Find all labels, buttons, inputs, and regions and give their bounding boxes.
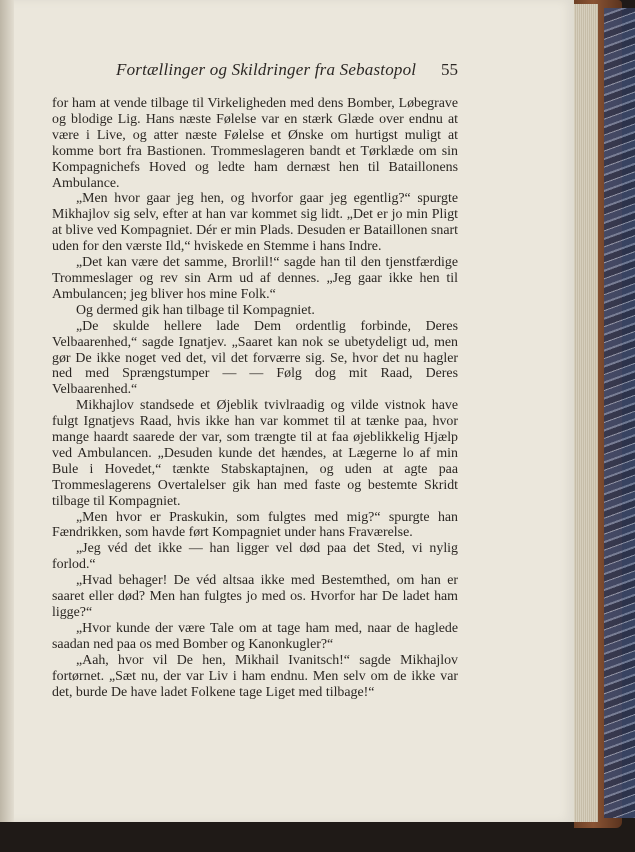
paragraph: „Aah, hvor vil De hen, Mikhail Ivanitsch!“ sagde Mikhajlov fortørnet. „Sæt nu, der var Liv i ham endnu. Men selv om de ikke var det, burde De have ladet Folkene tage Liget med tilbage!“ xyxy=(52,652,458,700)
paragraph: „De skulde hellere lade Dem ordentlig forbinde, Deres Velbaarenhed,“ sagde Ignatjev. „Saaret kan nok se ubetydeligt ud, men gør De ikke noget ved det, vil det forværre sig. Se, hvor det nu hagler ned med Sprængstumper — — Følg dog mit Raad, Deres Velbaarenhed.“ xyxy=(52,318,458,398)
page-stack-edge xyxy=(570,4,598,822)
page-number: 55 xyxy=(441,60,458,79)
paragraph: Og dermed gik han tilbage til Kompagniet. xyxy=(76,302,315,318)
paragraph: „Hvad behager! De véd altsaa ikke med Bestemthed, om han er saaret eller død? Men han fulgtes jo med os. Hvorfor har De ladet ham ligge?“ xyxy=(52,573,458,620)
paragraph: Mikhajlov standsede et Øjeblik tvivlraadig og vilde vistnok have fulgt Ignatjevs Raad, hvis ikke han var kommet til at tænke paa, hvor mange haardt saarede der var, som trængte til at faa øjeblikkelig Hjælp ved Ambulancen. „Desuden kunde det hændes, at Lægerne lo af min Bule i Hovedet,“ tænkte Stabskaptajnen, og uden at agte paa Trommeslagerens Overtalelser gik han med faste og bestemte Skridt tilbage til Kompagniet. xyxy=(52,398,458,509)
body-text xyxy=(52,96,458,700)
page-gutter xyxy=(0,0,14,822)
marbled-cover-edge xyxy=(604,8,635,818)
paragraph: „Jeg véd det ikke — han ligger vel død paa det Sted, vi nylig forlod.“ xyxy=(52,541,458,573)
paragraph: „Men hvor gaar jeg hen, og hvorfor gaar jeg egentlig?“ spurgte Mikhajlov sig selv, efter at han var kommet sig lidt. „Det er jo min Pligt at blive ved Kompagniet. Dér er min Plads. Desuden er Bataillonen snart uden for den værste Ild,“ hviskede en Stemme i hans Indre. xyxy=(52,191,458,255)
running-head: Fortællinger og Skildringer fra Sebastopol xyxy=(116,60,417,79)
paragraph: „Det kan være det samme, Brorlil!“ sagde han til den tjenstfærdige Trommeslager og rev sin Arm ud af dennes. „Jeg gaar ikke hen til Ambulancen; jeg bliver hos mine Folk.“ xyxy=(52,255,458,302)
paragraph: for ham at vende tilbage til Virkeligheden med dens Bomber, Løbegrave og blodige Lig. Hans næste Følelse var en stærk Glæde over endnu at være i Live, og atter næste Følelse et Ønske om hurtigst muligt at komme bort fra Bastionen. Trommeslageren bandt et Tørklæde om sin Kompagnichefs Hoved og ledte ham dernæst hen til Bataillonens Ambulance. xyxy=(52,96,458,191)
paragraph: „Men hvor er Praskukin, som fulgtes med mig?“ spurgte han Fændrikken, som havde ført Kompagniet under hans Fraværelse. xyxy=(52,509,458,541)
paragraph: „Hvor kunde der være Tale om at tage ham med, naar de haglede saadan ned paa os med Bomber og Kanonkugler?“ xyxy=(52,620,458,652)
